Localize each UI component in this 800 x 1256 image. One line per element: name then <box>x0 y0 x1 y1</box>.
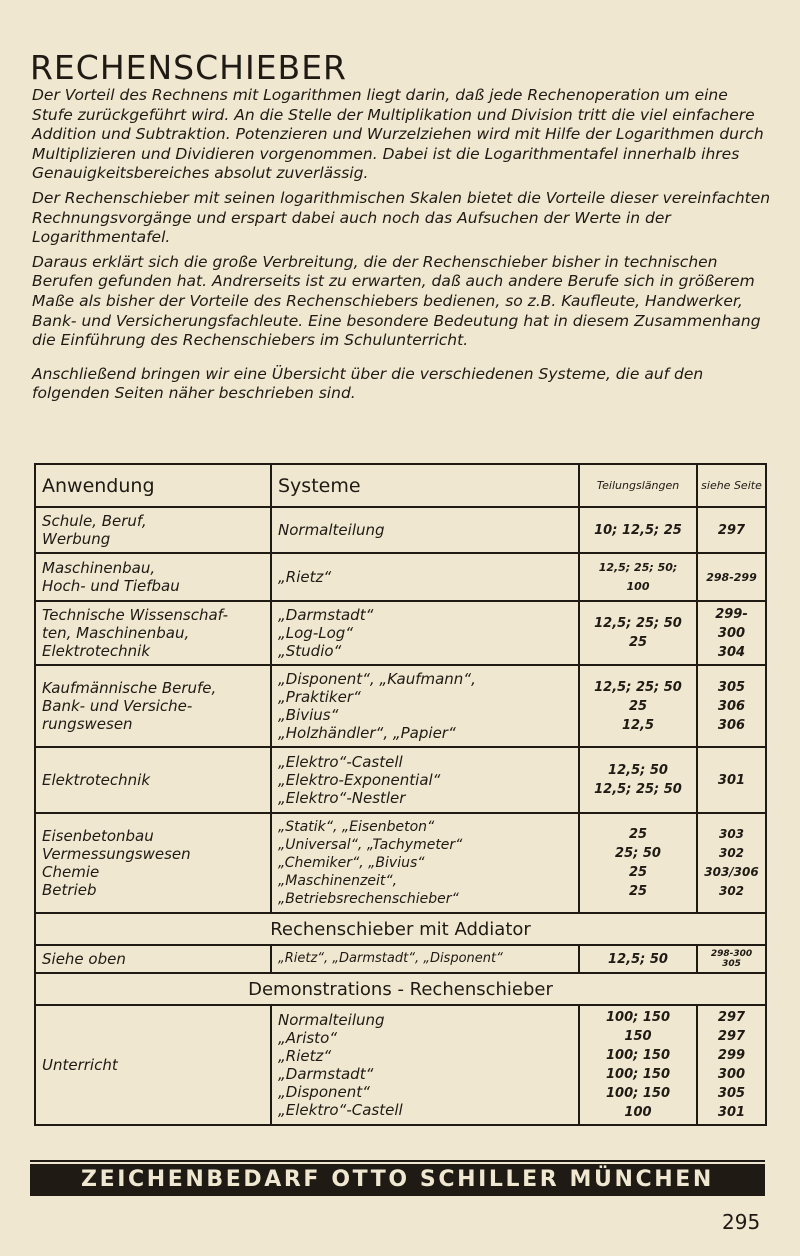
cell-anwendung: Unterricht <box>35 1005 271 1125</box>
cell-seite: 303 302 303/306 302 <box>697 813 766 913</box>
footer-rule <box>30 1160 765 1162</box>
cell-systeme: „Darmstadt“ „Log-Log“ „Studio“ <box>271 601 579 665</box>
cell-teilung: 12,5; 25; 50 25 <box>579 601 697 665</box>
cell-systeme: Normalteilung <box>271 507 579 553</box>
cell-anwendung: Siehe oben <box>35 945 271 973</box>
cell-anwendung: Technische Wissenschaf- ten, Maschinenbau, Elektrotechnik <box>35 601 271 665</box>
header-siehe-seite: siehe Seite <box>697 464 766 507</box>
cell-seite: 305 306 306 <box>697 665 766 747</box>
table-row <box>35 601 766 665</box>
page-title: RECHENSCHIEBER <box>30 48 347 88</box>
cell-anwendung: Kaufmännische Berufe, Bank- und Versiche- rungswesen <box>35 665 271 747</box>
table-row <box>35 507 766 553</box>
cell-anwendung: Eisenbetonbau Vermessungswesen Chemie Betrieb <box>35 813 271 913</box>
section-title-demo: Demonstrations - Rechenschieber <box>35 973 766 1005</box>
cell-seite: 298-300 305 <box>697 945 766 973</box>
cell-seite: 297 297 299 300 305 301 <box>697 1005 766 1125</box>
cell-teilung: 25 25; 50 25 25 <box>579 813 697 913</box>
intro-paragraph-1: Der Vorteil des Rechnens mit Logarithmen liegt darin, daß jede Rechenoperation um eine Stufe zurückgeführt wird. An die Stelle der Multiplikation und Division tritt die viel einfachere Addition und Subtraktion. Potenzieren und Wurzelziehen wird mit Hilfe der Logarithmen durch Multiplizieren und Dividieren vorgenommen. Dabei ist die Logarithmentafel innerhalb ihres Genauigkeitsbereiches absolut zuverlässig. <box>32 86 764 183</box>
section-row-addiator <box>35 913 766 945</box>
cell-anwendung: Schule, Beruf, Werbung <box>35 507 271 553</box>
cell-systeme: „Rietz“, „Darmstadt“, „Disponent“ <box>271 945 579 973</box>
page-number: 295 <box>722 1210 761 1234</box>
cell-teilung: 12,5; 25; 50 25 12,5 <box>579 665 697 747</box>
cell-seite: 297 <box>697 507 766 553</box>
table-row <box>35 747 766 813</box>
section-row-demo <box>35 973 766 1005</box>
header-teilungslaengen: Teilungslängen <box>579 464 697 507</box>
publisher-banner: ZEICHENBEDARF OTTO SCHILLER MÜNCHEN <box>30 1164 765 1196</box>
cell-teilung: 12,5; 50 12,5; 25; 50 <box>579 747 697 813</box>
intro-paragraph-3: Daraus erklärt sich die große Verbreitung, die der Rechenschieber bisher in technischen Berufen gefunden hat. Andrerseits ist zu erwarten, daß auch andere Berufe sich in größerem Maße als bisher der Vorteile des Rechenschiebers bedienen, so z.B. Kaufleute, Handwerker, Bank- und Versicherungsfachleute. Eine besondere Bedeutung hat in diesem Zusammenhang die Einführung des Rechenschiebers im Schulunterricht. <box>32 252 761 350</box>
cell-teilung: 12,5; 25; 50; 100 <box>579 553 697 601</box>
cell-teilung: 100; 150 150 100; 150 100; 150 100; 150 100 <box>579 1005 697 1125</box>
cell-anwendung: Maschinenbau, Hoch- und Tiefbau <box>35 553 271 601</box>
table-header-row <box>35 464 766 507</box>
systems-table <box>34 463 767 1126</box>
table-row <box>35 1005 766 1125</box>
table-row <box>35 665 766 747</box>
table-row <box>35 813 766 913</box>
cell-systeme: „Disponent“, „Kaufmann“, „Praktiker“ „Bivius“ „Holzhändler“, „Papier“ <box>271 665 579 747</box>
cell-seite: 301 <box>697 747 766 813</box>
cell-anwendung: Elektrotechnik <box>35 747 271 813</box>
cell-systeme: „Rietz“ <box>271 553 579 601</box>
table-row <box>35 553 766 601</box>
cell-systeme: „Elektro“-Castell „Elektro-Exponential“ „Elektro“-Nestler <box>271 747 579 813</box>
cell-systeme: Normalteilung „Aristo“ „Rietz“ „Darmstadt“ „Disponent“ „Elektro“-Castell <box>271 1005 579 1125</box>
cell-seite: 299-300 304 <box>697 601 766 665</box>
cell-teilung: 10; 12,5; 25 <box>579 507 697 553</box>
cell-seite: 298-299 <box>697 553 766 601</box>
table-row <box>35 945 766 973</box>
intro-paragraph-2: Der Rechenschieber mit seinen logarithmischen Skalen bietet die Vorteile dieser vereinfachten Rechnungsvorgänge und erspart dabei auch noch das Aufsuchen der Werte in der Logarithmentafel. <box>32 188 771 247</box>
section-title-addiator: Rechenschieber mit Addiator <box>35 913 766 945</box>
cell-teilung: 12,5; 50 <box>579 945 697 973</box>
cell-systeme: „Statik“, „Eisenbeton“ „Universal“, „Tachymeter“ „Chemiker“, „Bivius“ „Maschinenzeit“, „Betriebsrechenschieber“ <box>271 813 579 913</box>
intro-paragraph-4: Anschließend bringen wir eine Übersicht über die verschiedenen Systeme, die auf den folgenden Seiten näher beschrieben sind. <box>32 364 704 403</box>
header-systeme: Systeme <box>271 464 579 507</box>
intro-text <box>32 86 772 409</box>
header-anwendung: Anwendung <box>35 464 271 507</box>
